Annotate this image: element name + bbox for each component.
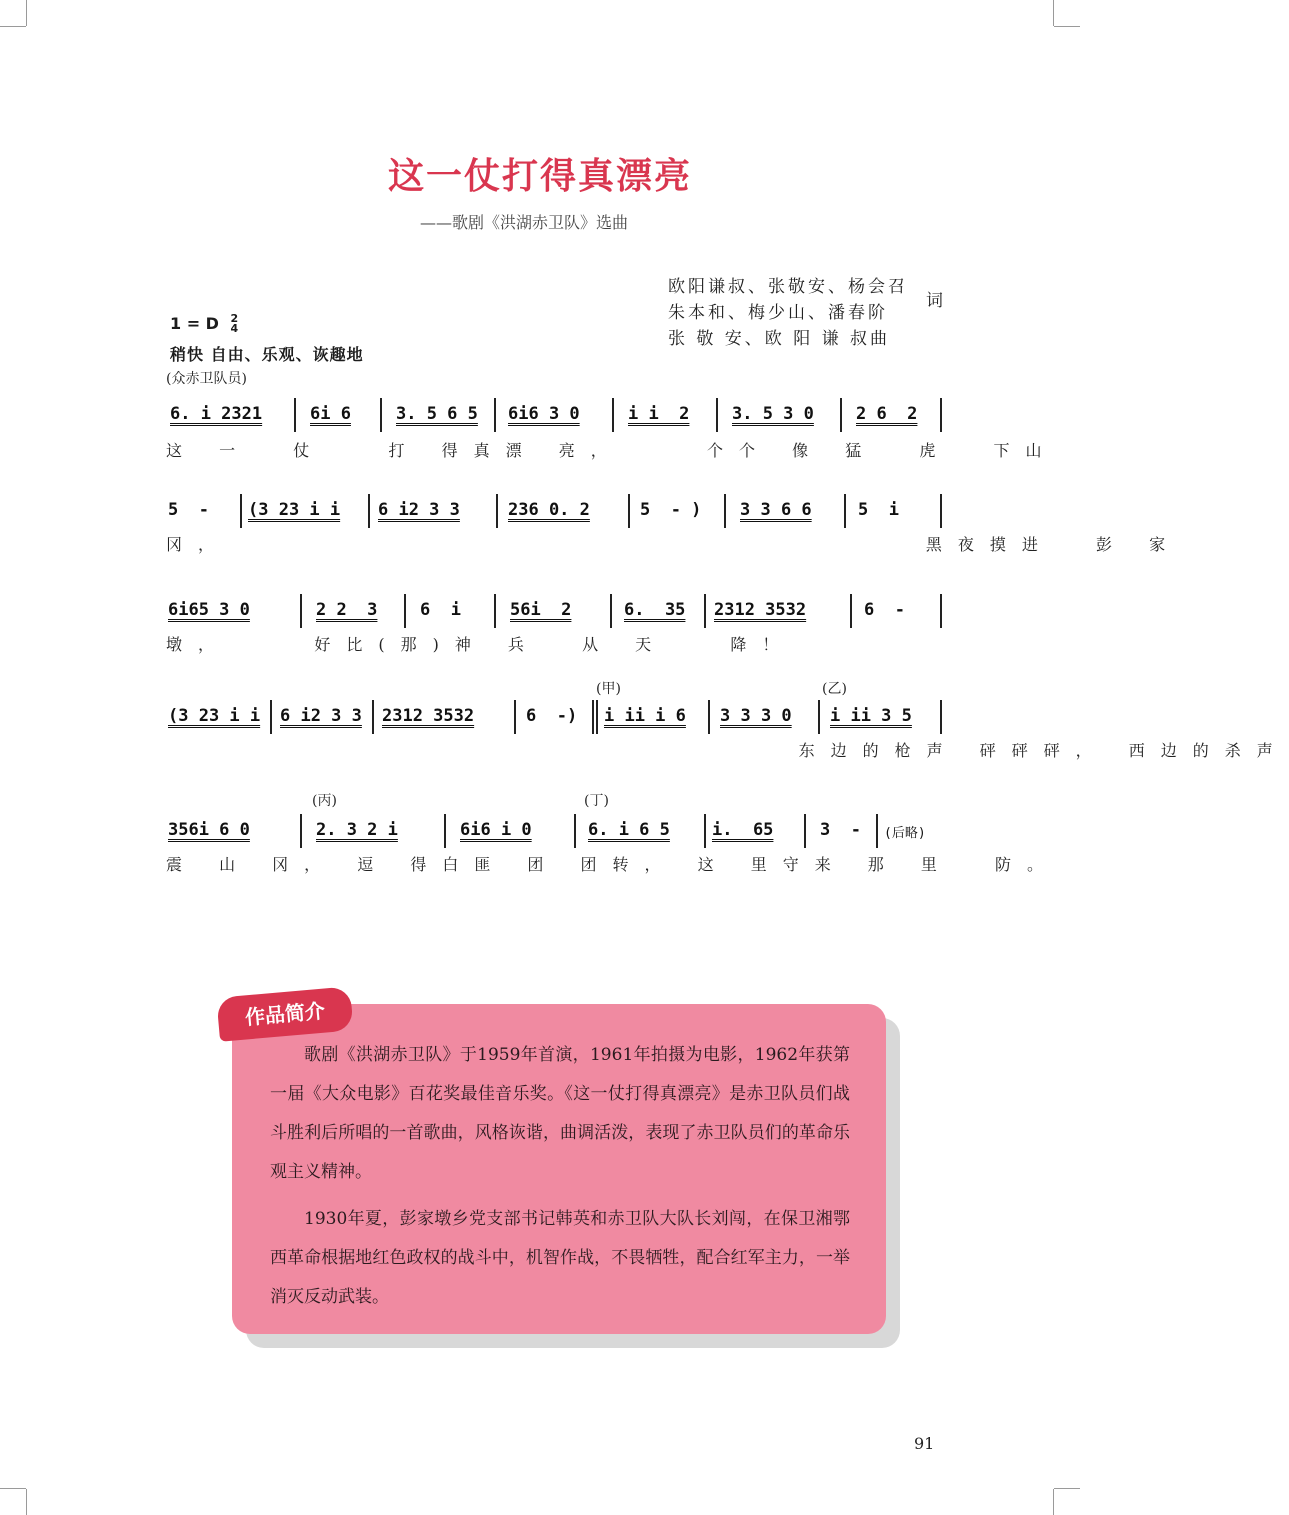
bar-line <box>496 494 498 528</box>
crop-mark <box>1053 1489 1054 1515</box>
bar-line <box>940 494 942 528</box>
bar-line <box>494 398 496 432</box>
bar-line <box>404 594 406 628</box>
crop-mark <box>26 1489 27 1515</box>
measure: 2312 3532 <box>714 600 807 620</box>
measure: 56i 2 <box>510 600 572 620</box>
intro-text <box>270 1036 850 1317</box>
crop-mark <box>1053 0 1054 26</box>
score-line-3 <box>168 594 944 628</box>
measure: i. 65 <box>712 820 774 840</box>
bar-line <box>708 700 710 734</box>
section-marker-d: (丁) <box>584 793 609 809</box>
lyric-line-2: 冈， 黑夜摸进 彭 家 <box>166 535 1182 554</box>
measure: 6i6 i 0 <box>460 820 532 840</box>
bar-line <box>574 814 576 848</box>
measure: 6 i <box>420 600 461 620</box>
bar-line <box>240 494 242 528</box>
measure: 6 i2 3 3 <box>378 500 460 520</box>
score-line-5 <box>168 814 944 848</box>
bar-line <box>628 494 630 528</box>
crop-mark <box>1054 1488 1080 1489</box>
measure: 6i6 3 0 <box>508 404 580 424</box>
measure: 356i 6 0 <box>168 820 250 840</box>
meter-top: 2 <box>230 312 239 325</box>
score-line-2 <box>168 494 944 528</box>
bar-line <box>444 814 446 848</box>
intro-tab-label: 作品简介 <box>216 986 353 1042</box>
composers-line: 张 敬 安、欧 阳 谦 叔曲 <box>668 329 891 349</box>
measure: i i 2 <box>628 404 690 424</box>
section-marker-b: (乙) <box>822 681 847 697</box>
bar-line <box>804 814 806 848</box>
crop-mark <box>0 1488 26 1489</box>
crop-mark <box>1054 26 1080 27</box>
measure: 6 - <box>864 600 905 620</box>
measure: 2 6 2 <box>856 404 918 424</box>
bar-line <box>612 398 614 432</box>
lyric-line-3: 墩， 好比(那)神 兵 从 天 降！ <box>166 635 795 654</box>
measure: 3 3 6 6 <box>740 500 812 520</box>
measure: (3 23 i i <box>168 706 261 726</box>
bar-line <box>300 814 302 848</box>
measure: 5 i <box>858 500 899 520</box>
bar-line <box>494 594 496 628</box>
bar-line <box>704 814 706 848</box>
intro-paragraph-2: 1930年夏，彭家墩乡党支部书记韩英和赤卫队大队长刘闯，在保卫湘鄂西革命根据地红色政权的战斗中，机智作战，不畏牺牲，配合红军主力，一举消灭反动武装。 <box>270 1209 850 1307</box>
measure: 236 0. 2 <box>508 500 590 520</box>
song-subtitle: ——歌剧《洪湖赤卫队》选曲 <box>420 213 629 232</box>
bar-line <box>592 700 594 734</box>
bar-line <box>270 700 272 734</box>
measure: 3 3 3 0 <box>720 706 792 726</box>
bar-line <box>818 700 820 734</box>
crop-mark <box>0 26 26 27</box>
measure: 6. 35 <box>624 600 686 620</box>
intro-paragraph-1: 歌剧《洪湖赤卫队》于1959年首演，1961年拍摄为电影，1962年获第一届《大众电影》百花奖最佳音乐奖。《这一仗打得真漂亮》是赤卫队员们战斗胜利后所唱的一首歌曲，风格诙谐，曲调活泼，表现了赤卫队员们的革命乐观主义精神。 <box>270 1045 850 1182</box>
measure: i ii 3 5 <box>830 706 912 726</box>
lyricists-line-2: 朱本和、梅少山、潘春阶 <box>668 303 888 323</box>
lyricists-suffix: 词 <box>926 291 946 311</box>
song-credits <box>668 274 946 352</box>
bar-line <box>704 594 706 628</box>
meter-bottom: 4 <box>230 322 239 335</box>
measure: 3. 5 6 5 <box>396 404 478 424</box>
key-signature <box>170 314 238 334</box>
lyric-line-1: 这 一 仗 打 得真漂 亮， 个个 像 猛 虎 下山 <box>166 441 1058 460</box>
measure: 6. i 2321 <box>170 404 263 424</box>
bar-line <box>876 814 878 848</box>
bar-line <box>940 700 942 734</box>
time-signature <box>231 314 239 334</box>
crop-mark <box>26 0 27 26</box>
measure: (后略) <box>884 826 926 841</box>
section-marker-a: (甲) <box>596 681 621 697</box>
measure: 5 - <box>168 500 209 520</box>
bar-line <box>368 494 370 528</box>
score-line-1 <box>168 398 944 432</box>
measure: 6 -) <box>526 706 578 726</box>
measure: 6 i2 3 3 <box>280 706 362 726</box>
bar-line <box>514 700 516 734</box>
bar-line <box>844 494 846 528</box>
lyric-line-5: 震 山 冈， 逗 得白匪 团 团转， 这 里守来 那 里 防。 <box>166 855 1060 874</box>
measure: 6. i 6 5 <box>588 820 670 840</box>
bar-line <box>372 700 374 734</box>
measure: 5 - ) <box>640 500 702 520</box>
measure: 2 2 3 <box>316 600 378 620</box>
bar-line <box>610 594 612 628</box>
singer-label: (众赤卫队员) <box>166 371 247 387</box>
section-marker-c: (丙) <box>312 793 337 809</box>
tempo-marking: 稍快 自由、乐观、诙趣地 <box>170 345 364 364</box>
key-label: 1 = D <box>170 314 219 333</box>
bar-line <box>300 594 302 628</box>
bar-line <box>940 594 942 628</box>
measure: 3. 5 3 0 <box>732 404 814 424</box>
measure: 2. 3 2 i <box>316 820 398 840</box>
page-number: 91 <box>914 1434 935 1453</box>
bar-line <box>380 398 382 432</box>
measure: 6i65 3 0 <box>168 600 250 620</box>
bar-line <box>840 398 842 432</box>
measure: 2312 3532 <box>382 706 475 726</box>
measure: (3 23 i i <box>248 500 341 520</box>
measure: 6i 6 <box>310 404 351 424</box>
bar-line <box>724 494 726 528</box>
measure: i ii i 6 <box>604 706 686 726</box>
bar-line <box>596 700 598 734</box>
measure: 3 - <box>820 820 861 840</box>
lyric-line-4: 东边的枪声 砰砰砰， 西边的杀声 <box>166 741 1289 760</box>
score-line-4 <box>168 700 944 734</box>
bar-line <box>940 398 942 432</box>
lyricists-line-1: 欧阳谦叔、张敬安、杨会召 <box>668 277 908 297</box>
bar-line <box>850 594 852 628</box>
bar-line <box>716 398 718 432</box>
bar-line <box>294 398 296 432</box>
song-title: 这一仗打得真漂亮 <box>387 156 692 197</box>
